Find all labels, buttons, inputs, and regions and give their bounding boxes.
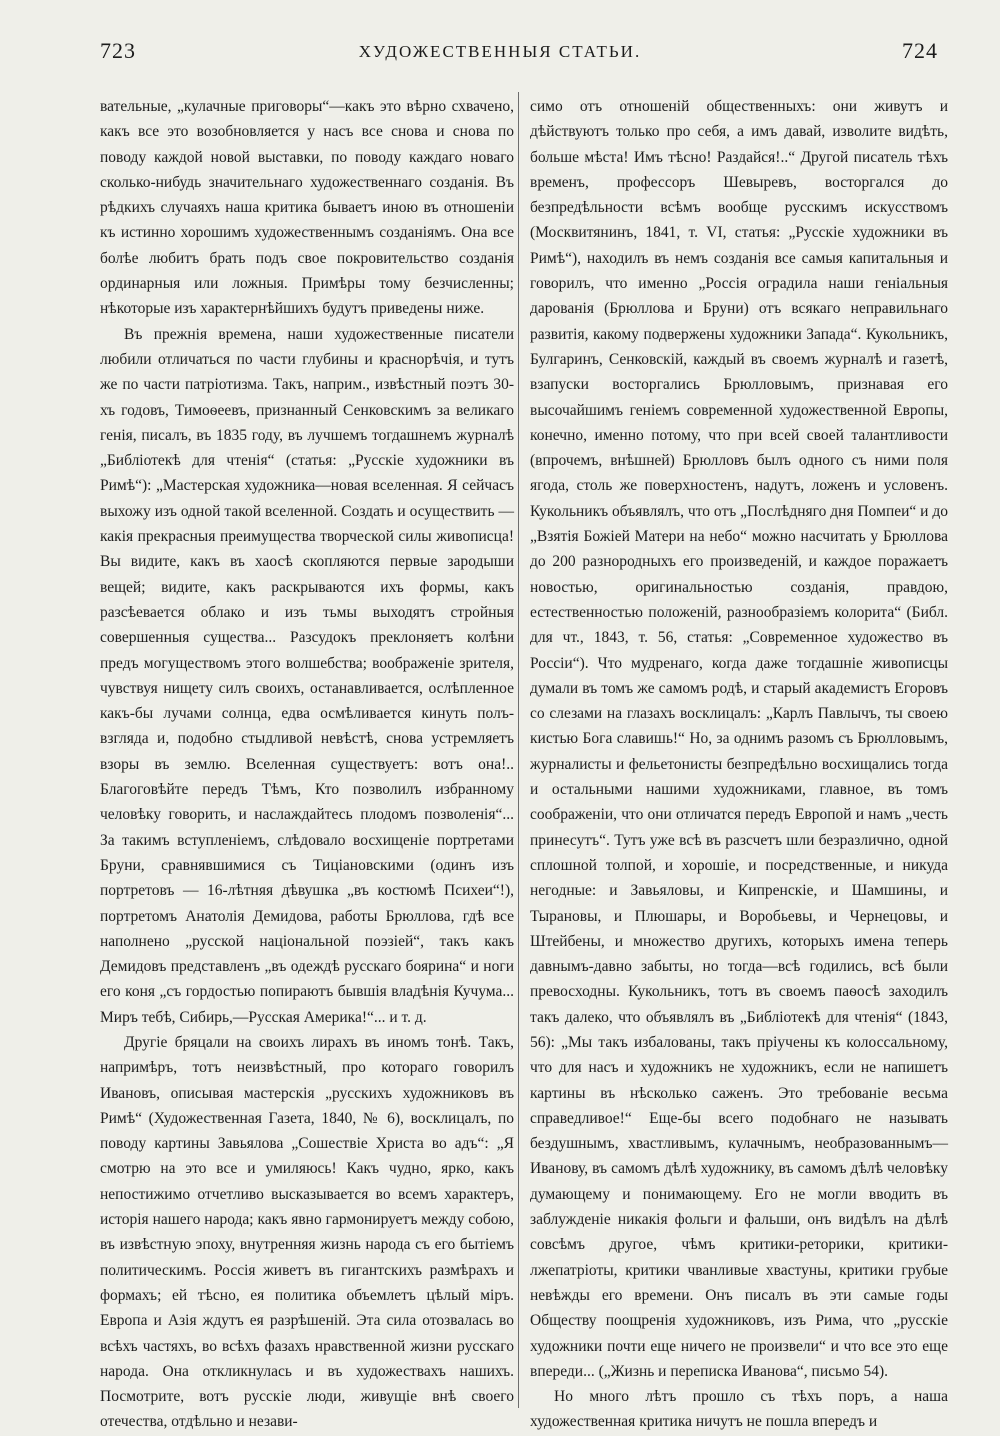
page-number-right: 724 — [902, 38, 938, 63]
right-column — [530, 94, 948, 1431]
paragraph: симо отъ отношеній общественныхъ: они живутъ и дѣйствуютъ только про себя, а имъ давай, изволите видѣть, больше мѣста! Имъ тѣсно! Раздайся!..“ Другой писатель тѣхъ временъ, профессоръ Шевыревъ, восторгался до безпредѣльности всѣмъ вообще русскимъ искусствомъ (Москвитянинъ, 1841, т. VI, статья: „Русскіе художники въ Римѣ“), находилъ въ немъ созданія все самыя капитальныя и говорилъ, что именно „Россія оградила наши геніальныя дарованія (Брюллова и Бруни) отъ всякаго неправильнаго развитія, какому подвержены художники Запада“. Кукольникъ, Булгаринъ, Сенковскій, каждый въ своемъ журналѣ и газетѣ, взапуски восторгались Брюлловымъ, признавая его высочайшимъ геніемъ современной художественной Европы, конечно, именно потому, что при всей своей талантливости (впрочемъ, внѣшней) Брюлловъ былъ одного съ ними поля ягода, столь же поверхностенъ, надутъ, ложенъ и условенъ. Кукольникъ объявлялъ, что отъ „Послѣдняго дня Помпеи“ и до „Взятія Божіей Матери на небо“ можно насчитать у Брюллова до 200 разнородныхъ его произведеній, и каждое поражаетъ новостью, оригинальностью созданія, правдою, естественностью положеній, разнообразіемъ колорита“ (Библ. для чт., 1843, т. 56, статья: „Современное художество въ Россіи“). Что мудренаго, когда даже тогдашніе живописцы думали въ томъ же самомъ родѣ, и старый академистъ Егоровъ со слезами на глазахъ восклицалъ: „Карлъ Павлычъ, ты своею кистью Бога славишь!“ Но, за однимъ разомъ съ Брюлловымъ, журналисты и фельетонисты безпредѣльно восхищались тогда и остальными нашими художниками, главное, въ томъ соображеніи, что они отличатся передъ Европой и намъ „честь принесутъ“. Тутъ уже всѣ въ разсчетъ шли безразлично, одной сплошной толпой, и хорошіе, и посредственные, и никуда негодные: и Завьяловы, и Кипренскіе, и Шамшины, и Тырановы, и Плюшары, и Воробьевы, и Чернецовы, и Штейбены, и множество другихъ, которыхъ имена теперь давнымъ-давно забыты, но тогда—всѣ годились, всѣ были превосходны. Кукольникъ, тотъ въ своемъ паѳосѣ заходилъ такъ далеко, что объявлялъ въ „Библіотекѣ для чтенія“ (1843, 56): „Мы такъ избалованы, такъ пріучены къ колоссальному, что для насъ и художникъ не художникъ, если не напишетъ картины въ нѣсколько саженъ. Это требованіе весьма справедливое!“ Еще-бы всего подобнаго не называть бездушнымъ, хвастливымъ, кулачнымъ, необразованнымъ—Иванову, въ самомъ дѣлѣ художнику, въ самомъ дѣлѣ человѣку думающему и понимающему. Его не могли вводить въ заблужденіе никакія фольги и фальши, онъ видѣлъ на дѣлѣ совсѣмъ другое, чѣмъ критики-реторики, критики-лжепатріоты, критики чванливые хвастуны, критики грубые невѣжды его времени. Онъ писалъ въ эти самые годы Обществу поощренія художниковъ, изъ Рима, что „русскіе художники почти еще ничего не произвели“ и что все это еще впереди... („Жизнь и переписка Иванова“, письмо 54). — [530, 98, 948, 1380]
column-divider — [518, 92, 519, 1408]
running-head-title: ХУДОЖЕСТВЕННЫЯ СТАТЬИ. — [358, 42, 642, 61]
paragraph: Въ прежнія времена, наши художественные писатели любили отличаться по части глубины и краснорѣчія, и тутъ же по части патріотизма. Такъ, наприм., извѣстный поэтъ 30-хъ годовъ, Тимоѳеевъ, признанный Сенковскимъ за великаго генія, писалъ, въ 1835 году, въ лучшемъ тогдашнемъ журналѣ „Библіотекѣ для чтенія“ (статья: „Русскіе художники въ Римѣ“): „Мастерская художника—новая вселенная. Я сейчасъ выхожу изъ одной такой вселенной. Создать и осуществить — какія прекрасныя преимущества творческой силы живописца! Вы видите, какъ въ хаосѣ скопляются первые зародыши вещей; видите, какъ раскрываются ихъ формы, какъ разсѣевается облако и изъ тьмы выходятъ стройныя совершенныя существа... Разсудокъ преклоняетъ колѣни предъ могуществомъ этого волшебства; воображеніе зрителя, чувствуя нищету силъ своихъ, останавливается, ослѣпленное какъ-бы лучами солнца, едва осмѣливается кинуть полъ-взгляда и, подобно стыдливой невѣстѣ, снова устремляетъ взоры въ землю. Вселенная существуетъ: вотъ она!.. Благоговѣйте передъ Тѣмъ, Кто позволилъ избранному человѣку говорить, и наслаждайтесь плодомъ позволенія“... За такимъ вступленіемъ, слѣдовало восхищеніе портретами Бруни, сравнявшимися съ Тиціановскими (одинъ изъ портретовъ — 16-лѣтняя дѣвушка „въ костюмѣ Психеи“!), портретомъ Анатолія Демидова, работы Брюллова, гдѣ все наполнено „русской національной поэзіей“, такъ какъ Демидовъ представленъ „въ одеждѣ русскаго боярина“ и ноги его коня „съ гордостью попираютъ бывшія владѣнія Кучума... Миръ тебѣ, Сибирь,—Русская Америка!“... и т. д. — [100, 325, 514, 1026]
page-header — [0, 38, 1000, 74]
paragraph: вательные, „кулачные приговоры“—какъ это вѣрно схвачено, какъ все это возобновляется у насъ все снова и снова по поводу каждой новой выставки, по поводу каждаго новаго сколько-нибудь значительнаго художественнаго созданія. Въ рѣдкихъ случаяхъ наша критика бываетъ иною въ отношеніи къ истинно хорошимъ художественнымъ созданіямъ. Она все болѣе любитъ брать подъ свое покровительство созданія ординарныя или ложныя. Примѣры тому безчисленны; нѣкоторые изъ характернѣйшихъ будутъ приведены ниже. — [100, 98, 514, 318]
paragraph: Но много лѣтъ прошло съ тѣхъ поръ, а наша художественная критика ничутъ не пошла впередъ и — [530, 1388, 948, 1431]
paragraph: Другіе бряцали на своихъ лирахъ въ иномъ тонѣ. Такъ, напримѣръ, тотъ неизвѣстный, про котораго говорилъ Ивановъ, описывая мастерскія „русскихъ художниковъ въ Римѣ“ (Художественная Газета, 1840, № 6), восклицалъ, по поводу картины Завьялова „Сошествіе Христа во адъ“: „Я смотрю на это все и умиляюсь! Какъ чудно, ярко, какъ непостижимо отчетливо высказывается во всемъ характеръ, исторія нашего народа; какъ явно гармонируетъ между собою, въ извѣстную эпоху, внутренняя жизнь народа съ его бытіемъ политическимъ. Россія живетъ въ гигантскихъ размѣрахъ и формахъ; ей тѣсно, ея политика объемлетъ цѣлый міръ. Европа и Азія ждутъ ея разрѣшеній. Эта сила отозвалась во всѣхъ частяхъ, во всѣхъ фазахъ нравственной жизни русскаго народа. Она откликнулась и въ художествахъ нашихъ. Посмотрите, вотъ русскіе люди, живущіе внѣ своего отечества, отдѣльно и незави- — [100, 1033, 514, 1431]
left-column — [100, 94, 514, 1431]
page-number-left: 723 — [100, 38, 136, 63]
